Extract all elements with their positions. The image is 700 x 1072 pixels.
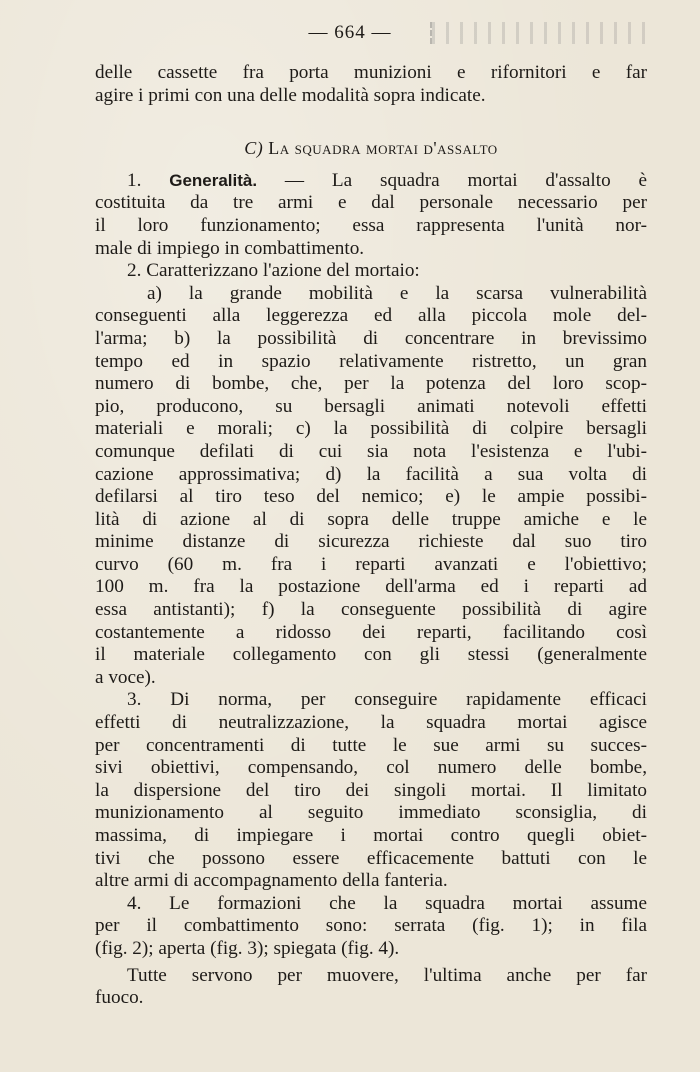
text-line: 2. Caratterizzano l'azione del mortaio: xyxy=(127,260,420,282)
text-line: materiali e morali; c) la possibilità di colpire bersagli xyxy=(95,418,647,440)
text-line: cazione approssimativa; d) la facilità a sua volta di xyxy=(95,463,647,485)
section-letter: C) xyxy=(244,138,264,159)
text-line: agire i primi con una delle modalità sopra indicate. xyxy=(95,84,486,106)
text-line: l'arma; b) la possibilità di concentrare in brevissimo xyxy=(95,327,647,349)
text-line: fuoco. xyxy=(95,987,144,1009)
paragraph-label: Generalità. xyxy=(169,170,258,190)
text-line: munizionamento al seguito immediato sconsiglia, di xyxy=(95,802,647,824)
text-line: tivi che possono essere efficacemente battuti con le xyxy=(95,847,647,869)
paragraph-number: 1. xyxy=(127,169,142,191)
text-line: delle cassette fra porta munizioni e rifornitori e far xyxy=(95,62,647,83)
text-line: tempo ed in spazio relativamente ristretto, un gran xyxy=(95,350,647,372)
text-line: curvo (60 m. fra i reparti avanzati e l'obiettivo; xyxy=(95,553,647,575)
text-line: 100 m. fra la postazione dell'arma ed i reparti ad xyxy=(95,576,647,598)
section-title: La squadra mortai d'assalto xyxy=(268,138,498,159)
text-line: altre armi di accompagnamento della fanteria. xyxy=(95,870,448,892)
text-line: lità di azione al di sopra delle truppe amiche e le xyxy=(95,508,647,530)
text-line: per il combattimento sono: serrata (fig. 1); in fila xyxy=(95,915,647,937)
paragraph-1-first-line xyxy=(95,170,647,193)
spacer xyxy=(95,160,647,170)
text-line: Tutte servono per muovere, l'ultima anche per far xyxy=(127,964,647,986)
text-line: costituita da tre armi e dal personale necessario per xyxy=(95,192,647,214)
text-line: sivi obiettivi, compensando, col numero delle bombe, xyxy=(95,757,647,779)
text-line: comunque defilati di cui sia nota l'esistenza e l'ubi- xyxy=(95,440,647,462)
text-line: minime distanze di sicurezza richieste dal suo tiro xyxy=(95,531,647,553)
section-heading xyxy=(95,137,647,160)
text-line: a) la grande mobilità e la scarsa vulnerabilità xyxy=(147,282,647,304)
text-line: pio, producono, su bersagli animati notevoli effetti xyxy=(95,395,647,417)
text-line: effetti di neutralizzazione, la squadra mortai agisce xyxy=(95,712,647,734)
text-line: numero di bombe, che, per la potenza del loro scop- xyxy=(95,373,647,395)
text-line: a voce). xyxy=(95,666,156,688)
text-line: (fig. 2); aperta (fig. 3); spiegata (fig. 4). xyxy=(95,937,400,959)
text-line: defilarsi al tiro teso del nemico; e) le ampie possibi- xyxy=(95,486,647,508)
spacer xyxy=(95,107,647,137)
text-line: essa antistanti); f) la conseguente possibilità di agire xyxy=(95,599,647,621)
text-line: costantemente a ridosso dei reparti, facilitando così xyxy=(95,621,647,643)
text-line: il materiale collegamento con gli stessi (generalmente xyxy=(95,644,647,666)
page-text xyxy=(95,62,647,1010)
text-line: massima, di impiegare i mortai contro quegli obiet- xyxy=(95,825,647,846)
page-number: — 664 — xyxy=(308,22,392,43)
text-line: male di impiego in combattimento. xyxy=(95,237,365,259)
text-line: 4. Le formazioni che la squadra mortai assume xyxy=(127,892,647,914)
text-line: — La squadra mortai d'assalto è xyxy=(284,169,647,191)
text-line: conseguenti alla leggerezza ed alla piccola mole del- xyxy=(95,305,647,327)
text-line: la dispersione del tiro dei singoli mortai. Il limitato xyxy=(95,779,647,801)
text-line: 3. Di norma, per conseguire rapidamente efficaci xyxy=(127,689,647,711)
text-line: il loro funzionamento; essa rappresenta l'unità nor- xyxy=(95,214,647,236)
faded-stamp xyxy=(430,22,652,44)
text-line: per concentramenti di tutte le sue armi su succes- xyxy=(95,734,647,756)
